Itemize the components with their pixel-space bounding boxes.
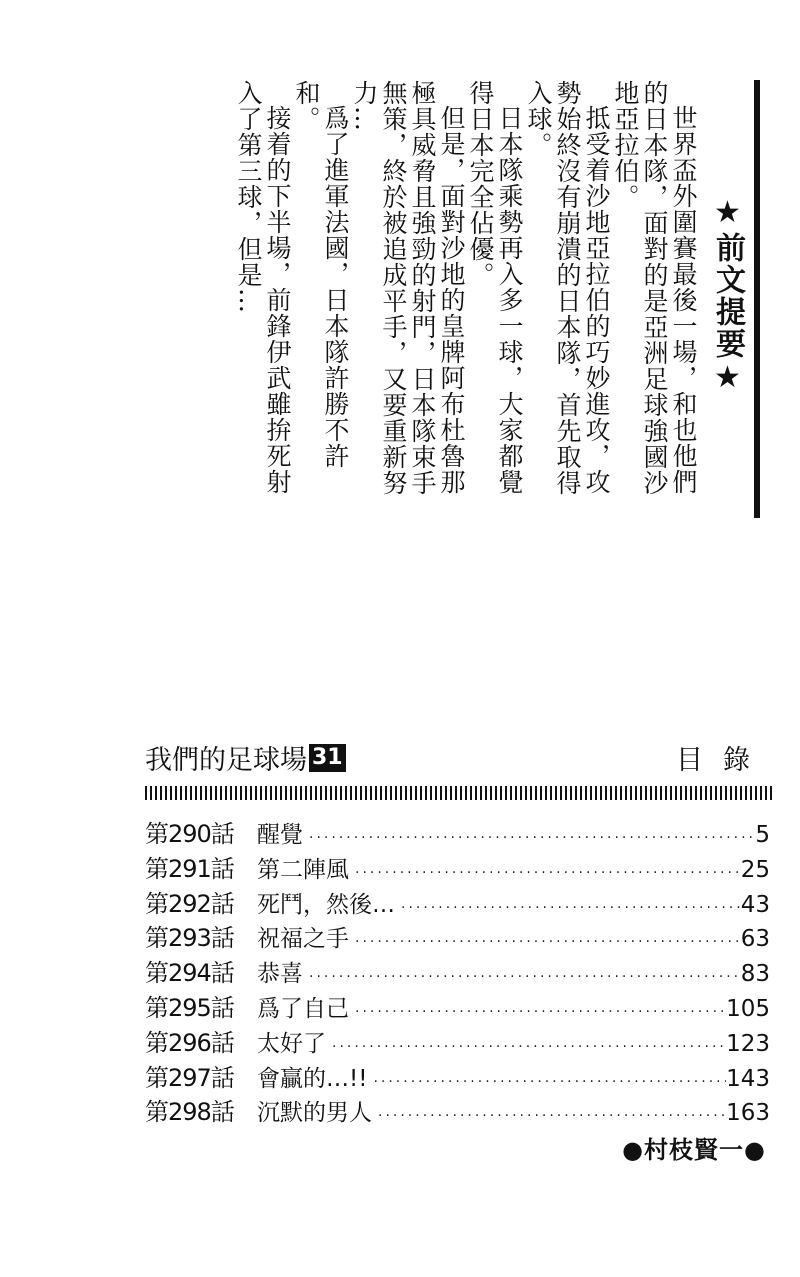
dot-leader xyxy=(332,1039,726,1055)
chapter-title: 醒覺 xyxy=(257,822,303,848)
chapter-number: 第295話 xyxy=(145,993,234,1022)
dot-leader xyxy=(309,830,755,846)
toc-row[interactable] xyxy=(145,918,770,953)
dot-leader xyxy=(373,1074,726,1090)
summary-body xyxy=(234,80,698,520)
chapter-page: 25 xyxy=(740,856,770,883)
dot-leader xyxy=(355,1004,726,1020)
chapter-number: 第297話 xyxy=(145,1063,234,1092)
summary-heading-block xyxy=(706,80,760,518)
dot-leader xyxy=(378,1108,726,1124)
summary-paragraph: 世界盃外圍賽最後一場，和也他們的日本隊，面對的是亞洲足球強國沙地亞拉伯。 xyxy=(611,80,698,496)
toc-row[interactable] xyxy=(145,1092,770,1127)
chapter-title: 恭喜 xyxy=(257,961,303,988)
chapter-title: 會贏的…!! xyxy=(257,1065,368,1092)
chapter-title: 爲了自己 xyxy=(257,995,349,1022)
chapter-page: 143 xyxy=(726,1065,770,1092)
chapter-title: 沉默的男人 xyxy=(257,1100,372,1127)
toc-row[interactable] xyxy=(145,814,770,849)
dot-leader xyxy=(355,934,741,950)
summary-paragraph: 抵受着沙地亞拉伯的巧妙進攻，攻勢始終沒有崩潰的日本隊，首先取得入球。 xyxy=(524,80,611,496)
author-credit: ●村枝賢一● xyxy=(622,1136,766,1164)
toc-row[interactable] xyxy=(145,884,770,919)
chapter-page: 43 xyxy=(740,891,770,918)
chapter-title: 死鬥，然後… xyxy=(257,891,395,918)
book-title xyxy=(145,738,346,777)
summary-paragraph: 日本隊乘勢再入多一球，大家都覺得日本完全佔優。 xyxy=(466,80,524,495)
toc-header xyxy=(145,738,770,777)
summary-section xyxy=(234,80,760,520)
dot-leader xyxy=(309,969,741,985)
chapter-number: 第298話 xyxy=(145,1098,234,1127)
toc-row[interactable] xyxy=(145,953,770,988)
chapter-page: 105 xyxy=(726,995,770,1022)
chapter-number: 第293話 xyxy=(145,924,234,953)
chapter-page: 83 xyxy=(740,961,770,988)
chapter-number: 第291話 xyxy=(145,854,234,883)
chapter-page: 163 xyxy=(726,1100,770,1127)
summary-paragraph: 爲了進軍法國，日本隊許勝不許和。 xyxy=(292,80,350,469)
toc-divider xyxy=(145,786,772,800)
chapter-title: 祝福之手 xyxy=(257,926,349,953)
toc-row[interactable] xyxy=(145,849,770,884)
toc-row[interactable] xyxy=(145,1023,770,1058)
chapter-title: 第二陣風 xyxy=(257,856,349,883)
summary-heading: ★前文提要★ xyxy=(710,195,745,397)
chapter-number: 第290話 xyxy=(145,820,234,848)
dot-leader xyxy=(355,865,741,881)
heading-bar xyxy=(754,80,760,518)
toc-list xyxy=(145,814,770,1127)
toc-label: 目錄 xyxy=(676,745,770,776)
summary-paragraph: 接着的下半場，前鋒伊武雖拚死射入了第三球，但是… xyxy=(234,80,292,495)
chapter-page: 63 xyxy=(740,926,770,953)
dot-leader xyxy=(401,900,741,916)
chapter-page: 123 xyxy=(726,1030,770,1057)
chapter-number: 第294話 xyxy=(145,959,234,988)
toc-row[interactable] xyxy=(145,1058,770,1093)
toc-row[interactable] xyxy=(145,988,770,1023)
chapter-title: 太好了 xyxy=(257,1030,326,1057)
summary-paragraph: 但是，面對沙地的皇牌阿布杜魯那極具威脅且強勁的射門，日本隊束手無策，終於被追成平手，又要重新努力… xyxy=(350,80,466,496)
book-title-text: 我們的足球場 xyxy=(145,745,307,776)
chapter-page: 5 xyxy=(755,822,770,848)
chapter-number: 第296話 xyxy=(145,1028,234,1057)
volume-badge: 31 xyxy=(309,744,346,772)
chapter-number: 第292話 xyxy=(145,889,234,918)
